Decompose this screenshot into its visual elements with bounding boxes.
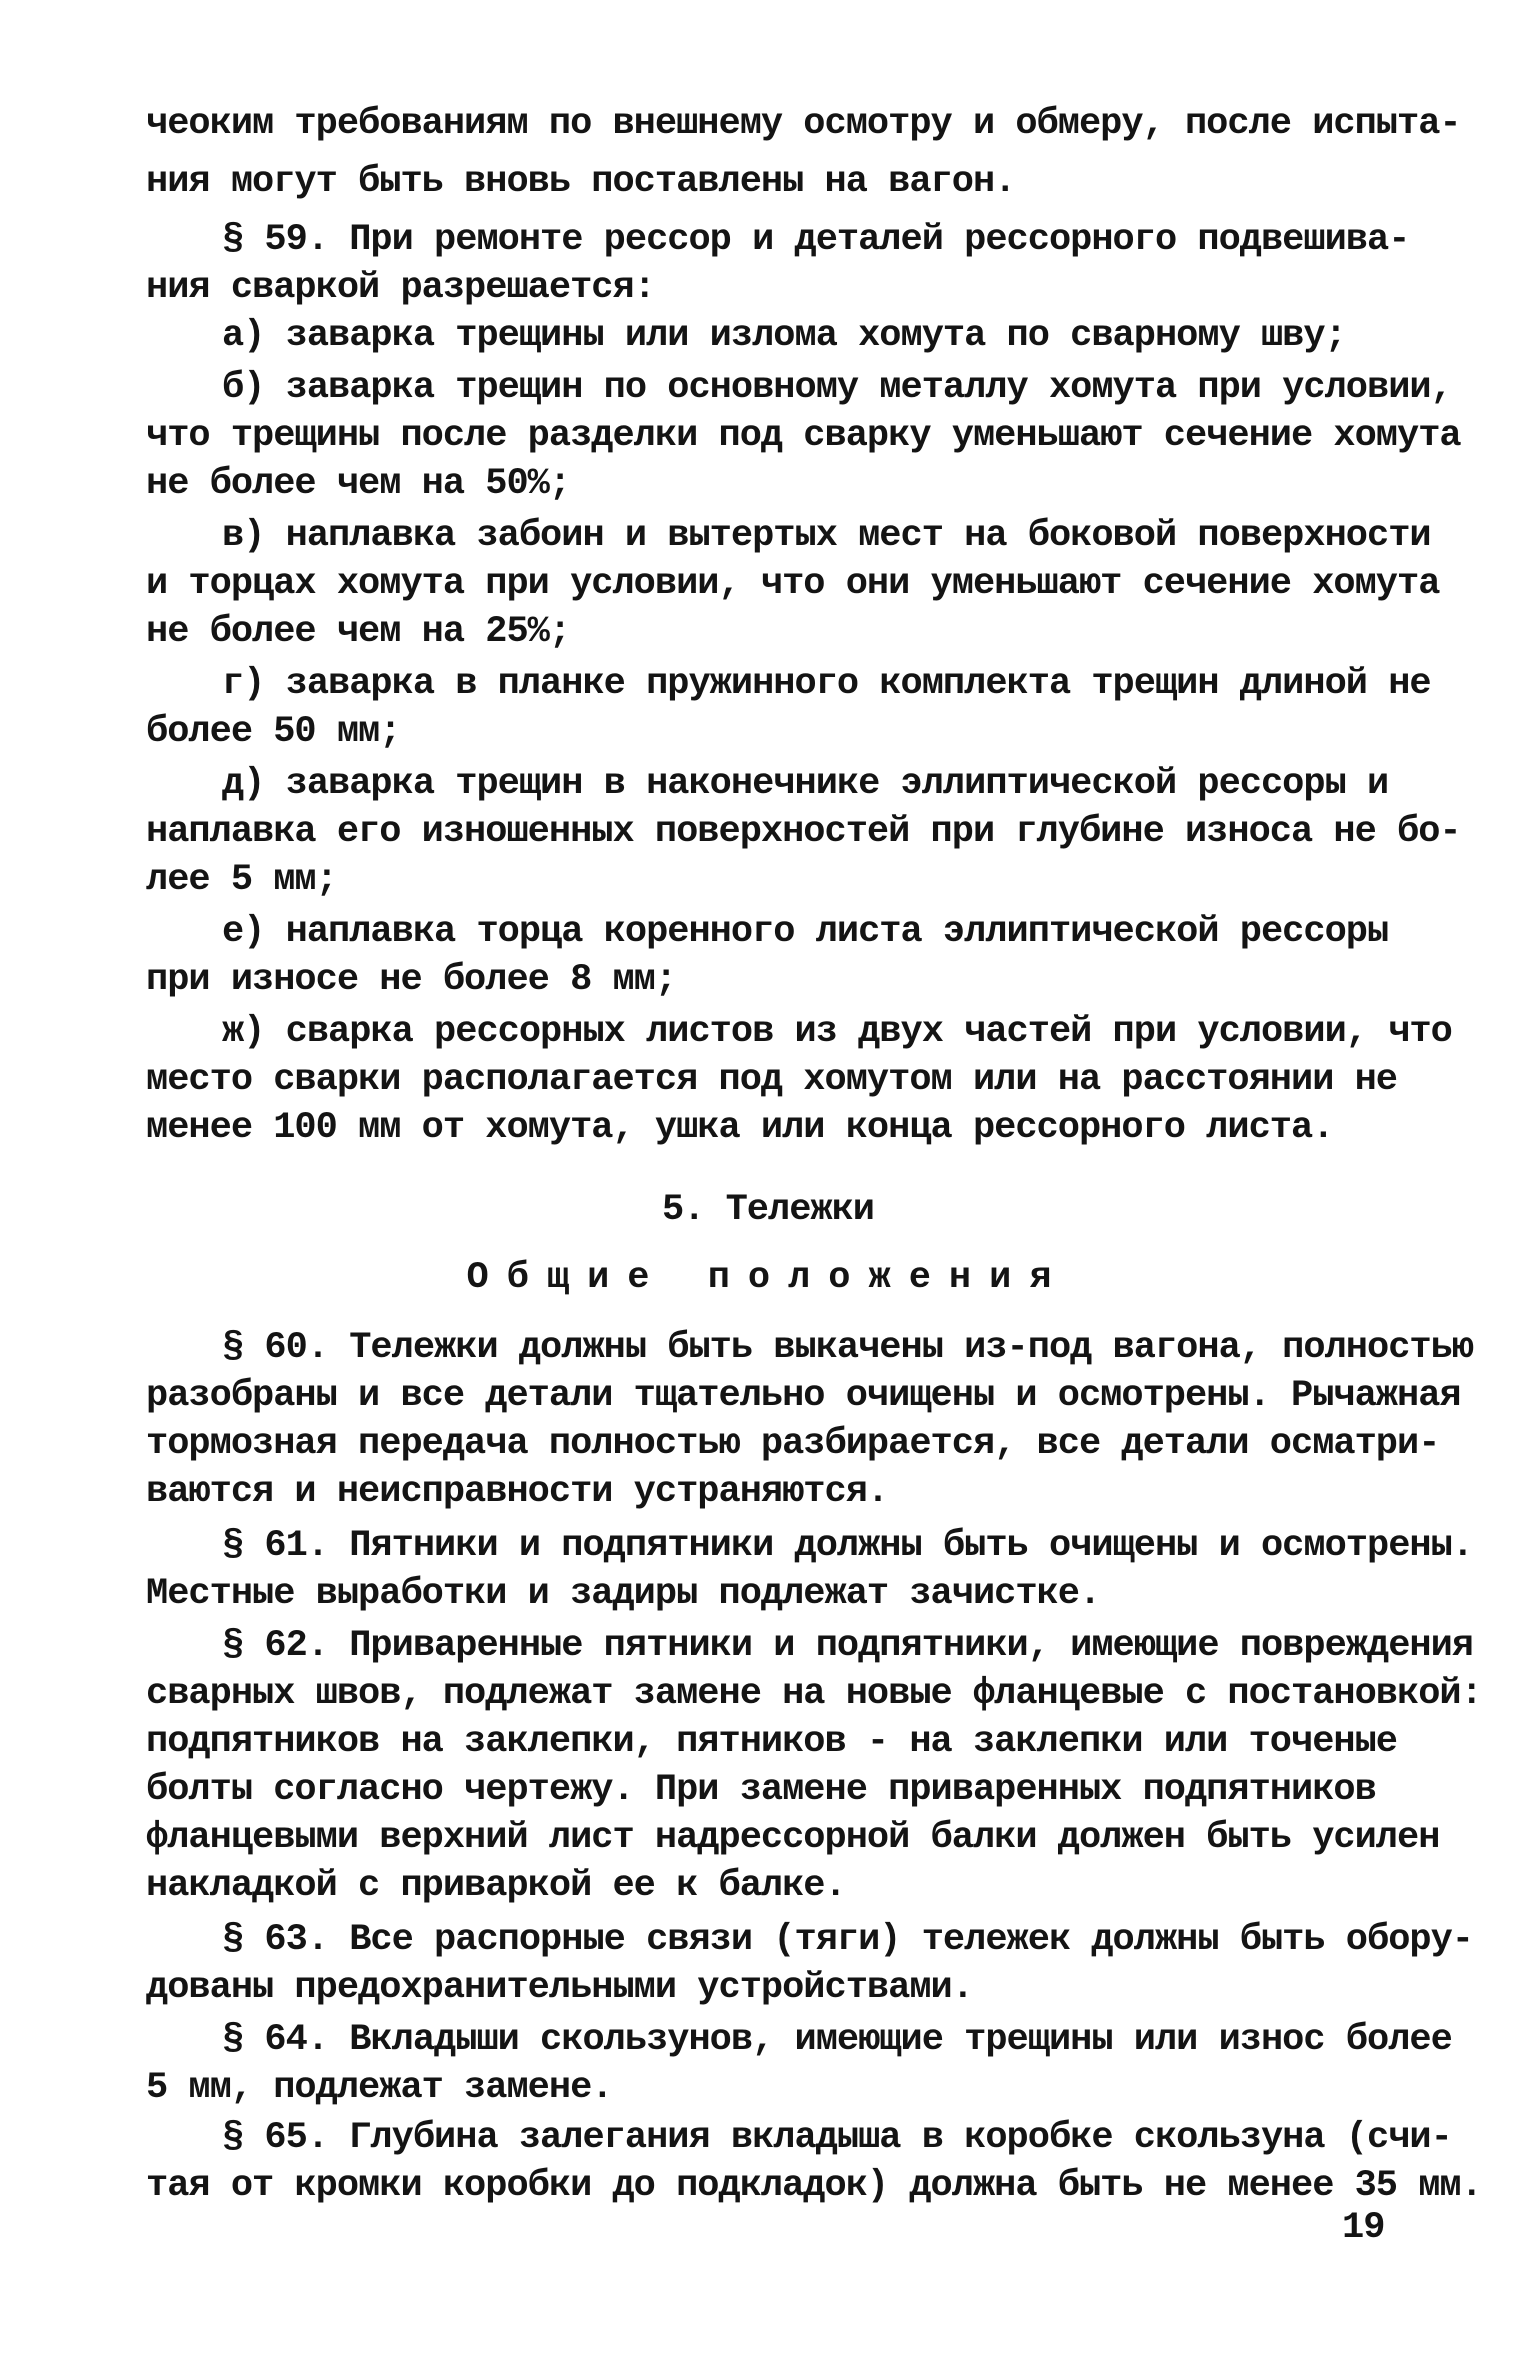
text-line: не более чем на 25%; [146,611,571,653]
text-line: § 59. При ремонте рессор и деталей рессорного подвешива- [222,219,1410,261]
text-line: Местные выработки и задиры подлежат зачистке. [146,1573,1101,1615]
page-number: 19 [1342,2207,1385,2249]
text-line: ж) сварка рессорных листов из двух частей при условии, что [222,1011,1452,1053]
text-line: д) заварка трещин в наконечнике эллиптической рессоры и [222,763,1389,805]
text-line: чеоким требованиям по внешнему осмотру и обмеру, после испыта- [146,103,1461,145]
text-line: г) заварка в планке пружинного комплекта трещин длиной не [222,663,1431,705]
text-line: ния могут быть вновь поставлены на вагон. [146,161,1016,203]
text-line: разобраны и все детали тщательно очищены и осмотрены. Рычажная [146,1375,1461,1417]
section-heading: 5. Тележки [661,1189,875,1231]
text-line: тая от кромки коробки до подкладок) должна быть не менее 35 мм. [146,2165,1482,2207]
text-line: и торцах хомута при условии, что они уменьшают сечение хомута [146,563,1440,605]
text-line: при износе не более 8 мм; [146,959,677,1001]
text-line: § 63. Все распорные связи (тяги) тележек должны быть обору- [222,1919,1474,1961]
text-line: дованы предохранительными устройствами. [146,1967,973,2009]
text-line: § 60. Тележки должны быть выкачены из-под вагона, полностью [222,1327,1474,1369]
text-line: более 50 мм; [146,711,401,753]
text-line: что трещины после разделки под сварку уменьшают сечение хомута [146,415,1461,457]
text-line: ваются и неисправности устраняются. [146,1471,889,1513]
text-line: место сварки располагается под хомутом или на расстоянии не [146,1059,1398,1101]
text-line: тормозная передача полностью разбирается, все детали осматри- [146,1423,1440,1465]
text-line: фланцевыми верхний лист надрессорной балки должен быть усилен [146,1817,1440,1859]
subheading: Общие положения [466,1257,1070,1299]
text-line: б) заварка трещин по основному металлу хомута при условии, [222,367,1452,409]
text-line: § 65. Глубина залегания вкладыша в коробке скользуна (счи- [222,2117,1452,2159]
text-line: лее 5 мм; [146,859,337,901]
text-line: менее 100 мм от хомута, ушка или конца рессорного листа. [146,1107,1334,1149]
text-line: § 64. Вкладыши скользунов, имеющие трещины или износ более [222,2019,1452,2061]
text-line: ния сваркой разрешается: [146,267,655,309]
text-line: в) наплавка забоин и вытертых мест на боковой поверхности [222,515,1431,557]
text-line: накладкой с приваркой ее к балке. [146,1865,846,1907]
text-line: наплавка его изношенных поверхностей при глубине износа не бо- [146,811,1461,853]
text-line: подпятников на заклепки, пятников - на заклепки или точеные [146,1721,1398,1763]
text-line: не более чем на 50%; [146,463,571,505]
text-line: 5 мм, подлежат замене. [146,2067,613,2109]
text-line: сварных швов, подлежат замене на новые фланцевые с постановкой: [146,1673,1482,1715]
text-line: е) наплавка торца коренного листа эллиптической рессоры [222,911,1389,953]
text-line: а) заварка трещины или излома хомута по сварному шву; [222,315,1346,357]
text-line: § 62. Приваренные пятники и подпятники, имеющие повреждения [222,1625,1474,1667]
text-line: § 61. Пятники и подпятники должны быть очищены и осмотрены. [222,1525,1474,1567]
text-line: болты согласно чертежу. При замене приваренных подпятников [146,1769,1376,1811]
